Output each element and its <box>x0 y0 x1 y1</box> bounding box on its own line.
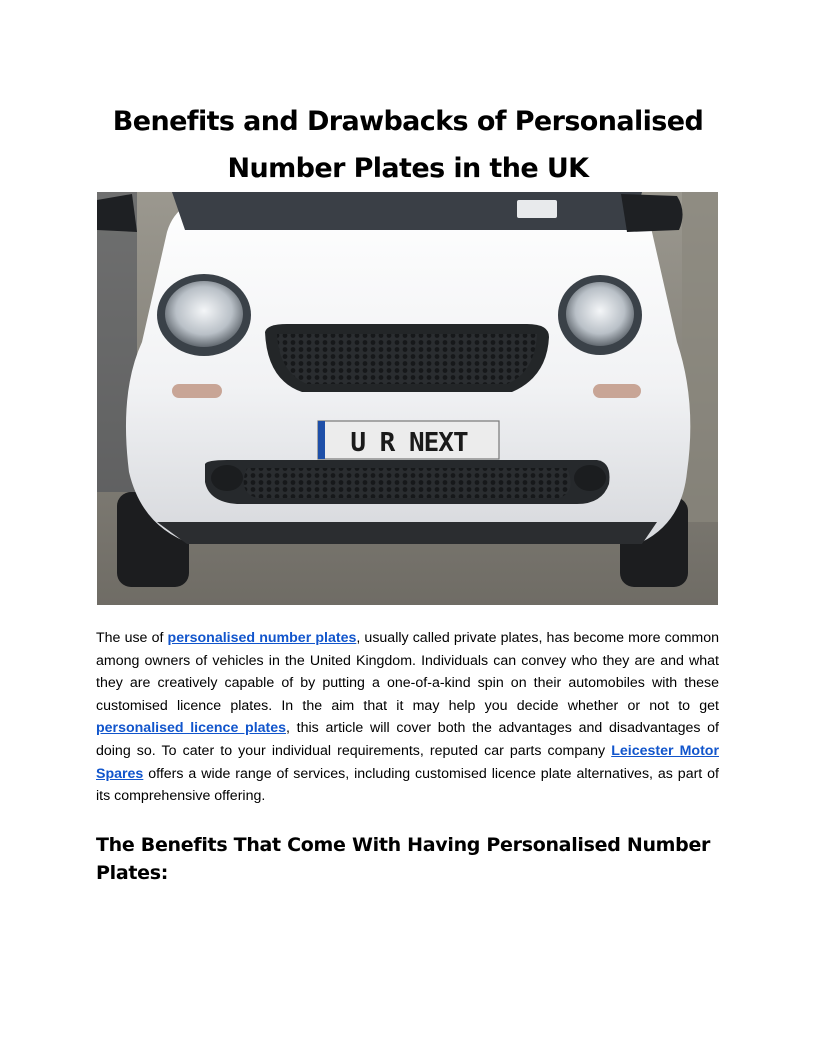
bumper-lower <box>157 522 657 544</box>
plate-text: U R NEXT <box>350 428 468 458</box>
link-personalised-licence-plates[interactable]: personalised licence plates <box>96 720 287 737</box>
right-mirror <box>621 194 683 232</box>
title-line-2: Number Plates in the UK <box>227 153 589 184</box>
section-heading: The Benefits That Come With Having Personalised Number Plates: <box>96 834 711 884</box>
left-mirror <box>97 194 137 232</box>
link-leicester-motor-spares[interactable]: Leicester Motor Spares <box>96 742 719 782</box>
windscreen <box>172 192 642 230</box>
intro-paragraph: The use of personalised number plates, usually called private plates, has become more common among owners of vehicles in the United Kingdom. Individuals can convey who they are and what they are creatively capable of by putting a one-of-a-kind spin on their automobiles with these customised licence plates. In the aim that it may help you decide whether or not to get personalised licence plates, this article will cover both the advantages and disadvantages of doing so. To cater to your individual requirements, reputed car parts company Leicester Motor Spares offers a wide range of services, including customised licence plate alternatives, as part of its comprehensive offering. <box>96 630 720 805</box>
left-indicator <box>172 384 222 398</box>
right-indicator <box>593 384 641 398</box>
hero-car-photo <box>97 192 718 605</box>
document-title <box>96 98 720 192</box>
link-personalised-number-plates[interactable]: personalised number plates <box>167 630 357 646</box>
title-line-1: Benefits and Drawbacks of Personalised <box>112 106 704 137</box>
